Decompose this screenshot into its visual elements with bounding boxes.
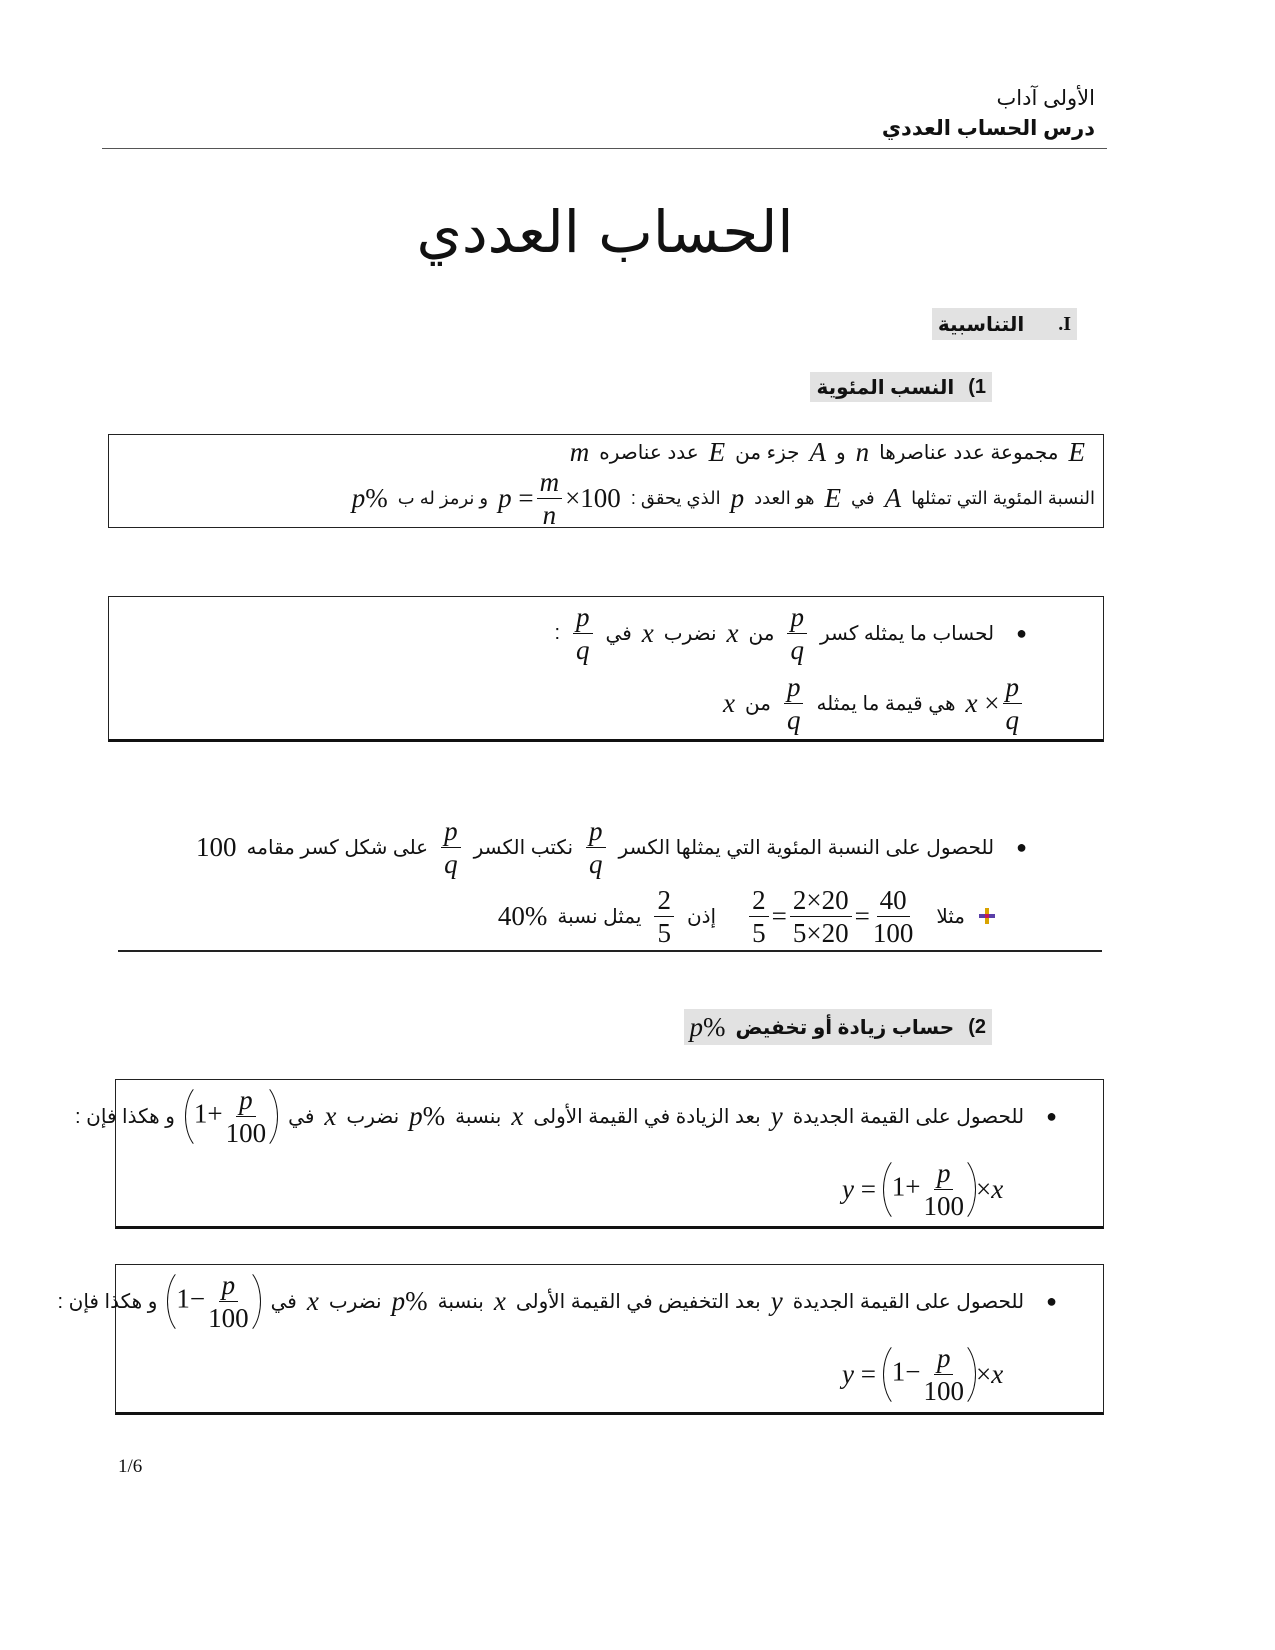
decrease-text: و هكذا فإن : — [57, 1290, 158, 1313]
p-percent: p% — [689, 1011, 726, 1042]
fraction-p-q: $\frac{p}{q}$ — [441, 815, 461, 880]
var-x: x — [324, 1100, 337, 1131]
box2-text: من — [745, 692, 771, 715]
var-x: x — [306, 1285, 319, 1316]
var-n: n — [855, 436, 870, 467]
var-x: x — [493, 1285, 506, 1316]
var-m: m — [569, 436, 590, 467]
example-line — [498, 882, 995, 950]
decrease-formula: y = 1− $\frac{p}{100}$ × x — [842, 1341, 1003, 1407]
fraction-2-5: $\frac{2}{5}$ — [654, 884, 674, 949]
increase-text: للحصول على القيمة الجديدة — [792, 1105, 1025, 1128]
bullet-icon: ● — [1016, 836, 1027, 857]
subsection-title: النسب المئوية — [816, 376, 955, 399]
plus-marker-icon — [979, 908, 995, 924]
p-percent: p% — [391, 1285, 428, 1316]
bullet-icon: ● — [1016, 622, 1027, 643]
increase-factor: 1+ $\frac{p}{100}$ — [185, 1081, 278, 1152]
var-x: x — [511, 1100, 524, 1131]
decrease-text: في — [270, 1290, 297, 1313]
subsection-heading-2 — [684, 1009, 993, 1045]
increase-formula: y = 1+ $\frac{p}{100}$ × x — [842, 1156, 1003, 1222]
section-roman: I. — [1058, 312, 1071, 335]
subsection-number: 2) — [968, 1015, 986, 1038]
page-number: 1/6 — [118, 1456, 143, 1477]
var-A: A — [809, 436, 826, 467]
definition-line-1 — [570, 437, 1085, 467]
p-percent: p% — [351, 482, 388, 513]
var-y: y — [770, 1285, 783, 1316]
var-A: A — [884, 482, 902, 513]
var-x: x — [726, 617, 739, 648]
bullet-icon: ● — [1046, 1105, 1057, 1126]
var-x: x — [723, 687, 735, 718]
para3-text: نكتب الكسر — [473, 836, 574, 859]
percent-formula: p = $\frac{m}{n}$ ×100 — [498, 466, 621, 530]
bullet-icon: ● — [1046, 1290, 1057, 1311]
subsection-title: حساب زيادة أو تخفيض — [735, 1016, 955, 1039]
decrease-text: بعد التخفيض في القيمة الأولى — [515, 1290, 761, 1313]
example-formula: $\frac{2}{5}$ = $\frac{2\times 20}{5\times 20}$ = $\frac{40}{100}$ — [746, 884, 916, 949]
fraction-of-line-1 — [554, 600, 1027, 666]
var-p: p — [730, 482, 745, 513]
para3-number: 100 — [196, 831, 237, 862]
subsection-number: 1) — [968, 375, 986, 398]
page-title: الحساب العددي — [416, 198, 794, 266]
var-E: E — [1068, 436, 1085, 467]
section-title: التناسبية — [937, 313, 1025, 336]
box2-text: لحساب ما يمثله كسر — [819, 622, 995, 645]
def-text: و نرمز له ب — [397, 487, 489, 508]
section-rule — [118, 950, 1102, 952]
def-text: الذي يحقق : — [630, 487, 721, 508]
definition-line-2 — [352, 466, 1095, 530]
var-E: E — [824, 482, 842, 513]
def-text: النسبة المئوية التي تمثلها — [911, 487, 1095, 508]
represents-label: يمثل نسبة — [557, 905, 642, 928]
decrease-text: بنسبة — [437, 1290, 484, 1313]
subsection-heading-1 — [810, 372, 992, 402]
var-y: y — [770, 1100, 783, 1131]
increase-line-1 — [75, 1083, 1057, 1149]
def-text: عدد عناصره — [599, 441, 699, 464]
def-text: في — [851, 487, 875, 508]
decrease-text: للحصول على القيمة الجديدة — [792, 1290, 1025, 1313]
box2-text: في — [605, 622, 632, 645]
increase-text: بنسبة — [455, 1105, 502, 1128]
def-text: و — [835, 441, 846, 464]
para3-text: على شكل كسر مقامه — [246, 836, 429, 859]
increase-text: و هكذا فإن : — [75, 1105, 175, 1128]
lesson-label: درس الحساب العددي — [881, 117, 1095, 140]
increase-text: بعد الزيادة في القيمة الأولى — [533, 1105, 761, 1128]
box2-text: نضرب — [663, 622, 717, 645]
p-percent: p% — [409, 1100, 446, 1131]
percent-conversion-line-1 — [196, 814, 1027, 880]
percent-value: 40% — [497, 900, 548, 931]
class-label: الأولى آداب — [996, 87, 1095, 110]
section-heading — [932, 308, 1077, 340]
fraction-p-q: $\frac{p}{q}$ — [586, 815, 606, 880]
decrease-factor: 1− $\frac{p}{100}$ — [167, 1266, 260, 1337]
def-text: هو العدد — [754, 487, 815, 508]
def-text: جزء من — [735, 441, 800, 464]
box2-text: : — [554, 621, 561, 644]
increase-text: نضرب — [346, 1105, 400, 1128]
box2-text: من — [748, 622, 775, 645]
decrease-text: نضرب — [328, 1290, 382, 1313]
fraction-p-q: $\frac{p}{q}$ — [573, 601, 593, 666]
fraction-p-q: $\frac{p}{q}$ — [784, 671, 804, 736]
product-formula: x × $\frac{p}{q}$ — [966, 671, 1025, 736]
decrease-line-1 — [58, 1268, 1057, 1334]
example-label: مثلا — [936, 905, 965, 928]
fraction-of-line-2 — [723, 670, 1025, 736]
var-E: E — [708, 436, 726, 467]
box2-text: هي قيمة ما يمثله — [816, 692, 956, 715]
var-x: x — [641, 617, 654, 648]
then-label: إذن — [686, 905, 717, 928]
increase-text: في — [288, 1105, 315, 1128]
fraction-p-q: $\frac{p}{q}$ — [787, 601, 807, 666]
def-text: مجموعة عدد عناصرها — [879, 441, 1059, 464]
para3-text: للحصول على النسبة المئوية التي يمثلها الكسر — [618, 836, 995, 859]
header-rule — [102, 148, 1107, 149]
